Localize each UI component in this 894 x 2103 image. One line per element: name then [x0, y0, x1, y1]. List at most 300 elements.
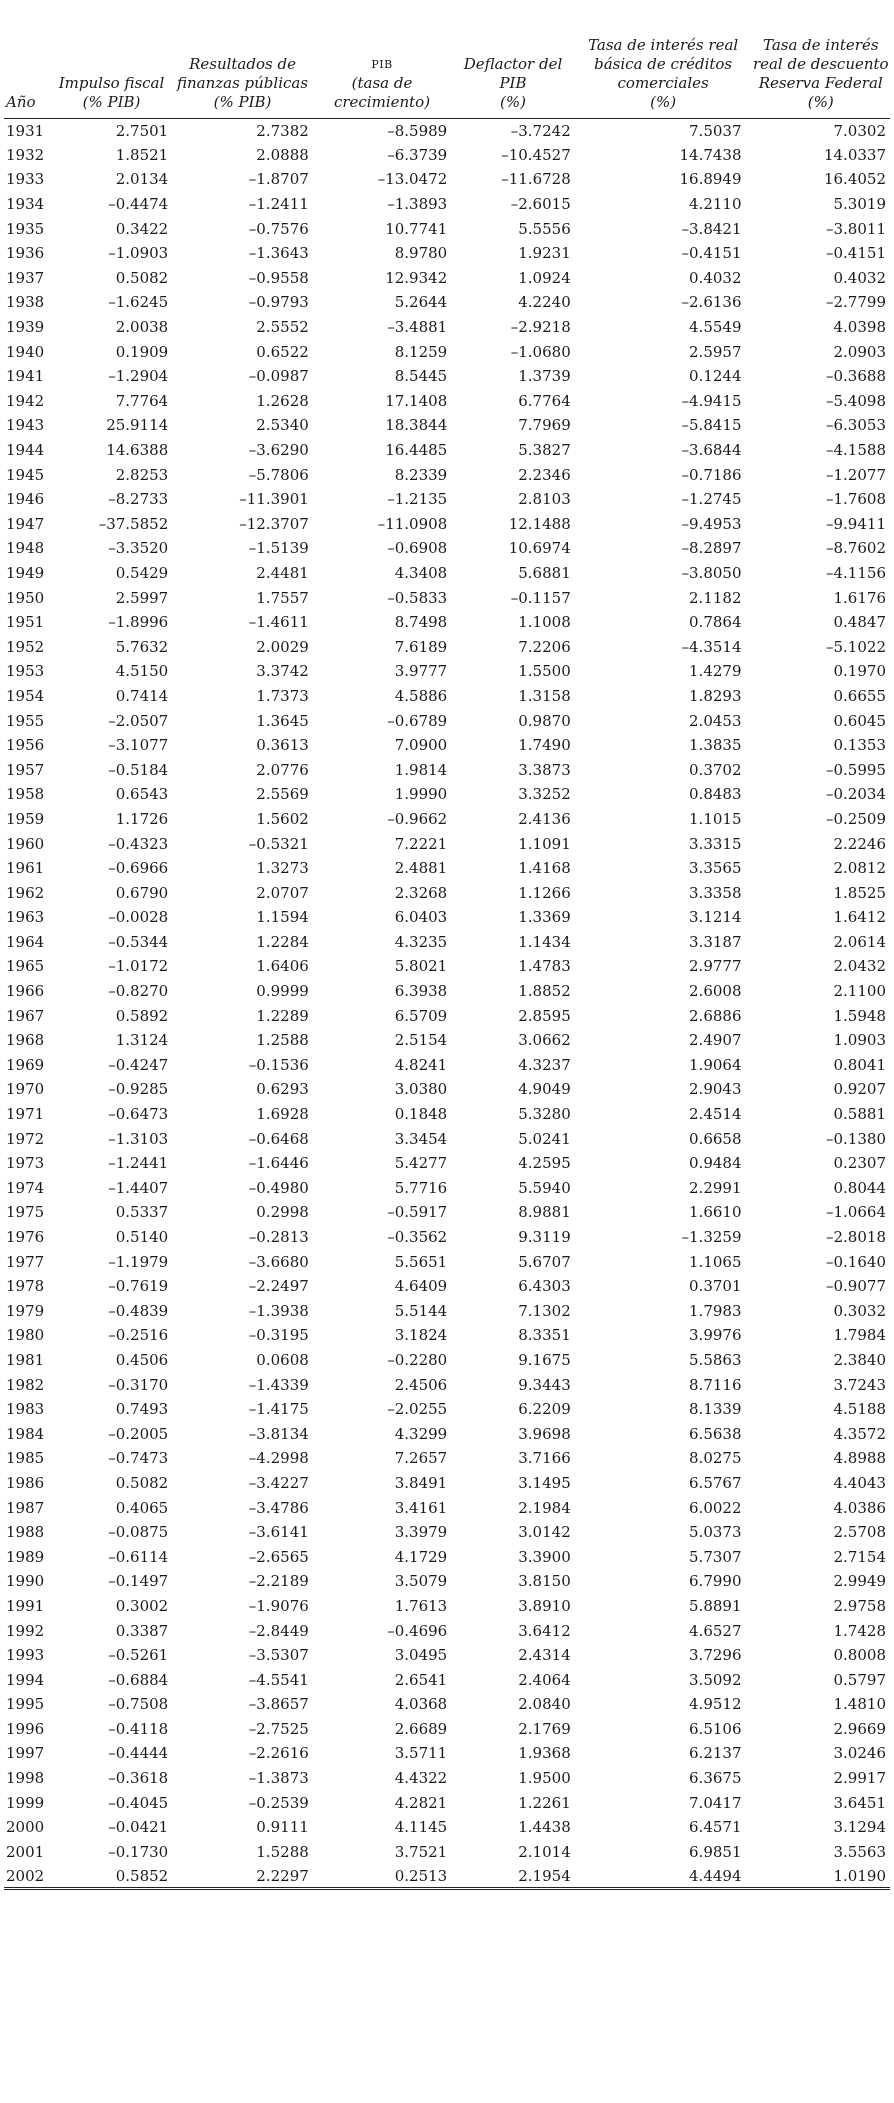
table-row [4, 1840, 890, 1865]
cell-fed-discount-rate: –0.3688 [826, 367, 886, 386]
cell-gdp-growth: 4.6409 [394, 1277, 448, 1296]
cell-fed-discount-rate: –6.3053 [826, 416, 886, 435]
cell-gdp-growth: 17.1408 [385, 391, 448, 410]
cell-year: 1972 [6, 1129, 45, 1148]
cell-year: 1949 [6, 563, 45, 582]
cell-fiscal-impulse: –1.0903 [108, 244, 169, 263]
table-row [4, 1225, 890, 1250]
table-row [4, 1618, 890, 1643]
cell-fiscal-impulse: –0.5344 [108, 932, 169, 951]
cell-gdp-deflator: 7.2206 [518, 637, 571, 656]
cell-year: 1999 [6, 1793, 45, 1812]
cell-fed-discount-rate: 2.9949 [833, 1572, 886, 1591]
cell-gdp-deflator: 9.3119 [518, 1228, 571, 1247]
cell-gdp-growth: 8.1259 [394, 342, 448, 361]
cell-fiscal-impulse: 0.6543 [115, 785, 169, 804]
cell-fed-discount-rate: 2.9917 [833, 1769, 886, 1788]
cell-gdp-deflator: –2.6015 [510, 195, 571, 214]
table-row [4, 315, 890, 340]
cell-gdp-deflator: 1.7490 [518, 736, 571, 755]
cell-commercial-rate: –1.3259 [681, 1228, 742, 1247]
table-row [4, 831, 890, 856]
cell-gdp-growth: –8.5989 [387, 121, 448, 140]
cell-public-finance: –1.3643 [248, 244, 309, 263]
table-row [4, 339, 890, 364]
table-row [4, 167, 890, 192]
cell-fiscal-impulse: 14.6388 [106, 441, 169, 460]
table-row [4, 118, 890, 143]
cell-public-finance: 2.0776 [256, 760, 309, 779]
cell-commercial-rate: 2.5957 [689, 342, 742, 361]
cell-public-finance: –2.2497 [248, 1277, 309, 1296]
cell-gdp-deflator: 8.3351 [518, 1326, 571, 1345]
cell-year: 1988 [6, 1523, 45, 1542]
cell-commercial-rate: 2.6886 [689, 1006, 742, 1025]
cell-commercial-rate: 8.1339 [689, 1400, 742, 1419]
cell-commercial-rate: 6.3675 [689, 1769, 742, 1788]
table-row [4, 1200, 890, 1225]
cell-fed-discount-rate: 5.3019 [833, 195, 886, 214]
cell-fed-discount-rate: –2.8018 [826, 1228, 886, 1247]
cell-year: 1952 [6, 637, 45, 656]
cell-gdp-growth: 4.8241 [394, 1055, 448, 1074]
table-row [4, 143, 890, 168]
cell-year: 1973 [6, 1154, 45, 1173]
table-row [4, 1864, 890, 1889]
cell-fiscal-impulse: –0.4839 [108, 1301, 169, 1320]
cell-year: 1933 [6, 170, 45, 189]
header-line: comerciales [617, 73, 709, 92]
cell-gdp-growth: –0.9662 [387, 809, 448, 828]
table-row [4, 659, 890, 684]
cell-gdp-growth: 4.1729 [394, 1547, 448, 1566]
cell-fed-discount-rate: 4.0398 [833, 318, 886, 337]
cell-gdp-growth: 5.8021 [394, 957, 448, 976]
cell-public-finance: –3.8657 [248, 1695, 309, 1714]
cell-public-finance: 0.9999 [256, 982, 309, 1001]
cell-fed-discount-rate: –0.1380 [826, 1129, 886, 1148]
cell-gdp-growth: 18.3844 [385, 416, 448, 435]
cell-fiscal-impulse: 0.3422 [115, 219, 169, 238]
cell-commercial-rate: 2.0453 [689, 711, 742, 730]
cell-fed-discount-rate: 2.2246 [833, 834, 886, 853]
cell-gdp-deflator: 3.0142 [518, 1523, 571, 1542]
cell-commercial-rate: 0.3701 [689, 1277, 742, 1296]
cell-public-finance: –0.4980 [248, 1178, 309, 1197]
cell-gdp-deflator: 3.8150 [518, 1572, 571, 1591]
table-row [4, 1544, 890, 1569]
cell-gdp-growth: 4.3235 [394, 932, 448, 951]
cell-public-finance: –2.2189 [248, 1572, 309, 1591]
cell-public-finance: 2.0029 [256, 637, 309, 656]
cell-gdp-growth: 3.0495 [394, 1646, 448, 1665]
cell-fed-discount-rate: 4.8988 [833, 1449, 886, 1468]
cell-year: 1974 [6, 1178, 45, 1197]
cell-year: 1962 [6, 883, 45, 902]
cell-gdp-growth: –1.2135 [387, 490, 448, 509]
cell-gdp-growth: 8.9780 [394, 244, 448, 263]
cell-fed-discount-rate: 0.5797 [833, 1670, 886, 1689]
cell-year: 1946 [6, 490, 45, 509]
cell-public-finance: –1.8707 [248, 170, 309, 189]
cell-year: 1995 [6, 1695, 45, 1714]
cell-year: 1963 [6, 908, 45, 927]
cell-public-finance: 0.9111 [256, 1818, 309, 1837]
cell-fed-discount-rate: 0.1970 [833, 662, 886, 681]
cell-fed-discount-rate: 1.5948 [833, 1006, 886, 1025]
cell-gdp-deflator: 5.5940 [518, 1178, 571, 1197]
cell-fiscal-impulse: –0.6966 [108, 859, 169, 878]
cell-fiscal-impulse: –1.2441 [108, 1154, 169, 1173]
cell-public-finance: 1.7373 [256, 686, 309, 705]
cell-commercial-rate: 7.0417 [689, 1793, 742, 1812]
cell-fed-discount-rate: 2.9758 [833, 1596, 886, 1615]
cell-year: 1990 [6, 1572, 45, 1591]
cell-gdp-deflator: 1.1266 [518, 883, 571, 902]
cell-gdp-growth: 3.9777 [394, 662, 448, 681]
cell-year: 1953 [6, 662, 45, 681]
cell-public-finance: –1.5139 [248, 539, 309, 558]
cell-gdp-deflator: 1.9368 [518, 1744, 571, 1763]
header-row [4, 10, 890, 118]
table-row [4, 241, 890, 266]
cell-fiscal-impulse: –37.5852 [98, 514, 169, 533]
cell-gdp-growth: 7.6189 [394, 637, 448, 656]
cell-gdp-growth: –0.5917 [387, 1203, 448, 1222]
cell-commercial-rate: –3.8421 [681, 219, 742, 238]
cell-public-finance: 1.6406 [256, 957, 309, 976]
cell-year: 1979 [6, 1301, 45, 1320]
cell-gdp-deflator: 1.3739 [518, 367, 571, 386]
cell-commercial-rate: –1.2745 [681, 490, 742, 509]
cell-gdp-deflator: 5.6881 [518, 563, 571, 582]
cell-public-finance: 0.6522 [256, 342, 309, 361]
cell-public-finance: –5.7806 [248, 465, 309, 484]
cell-fiscal-impulse: –0.8270 [108, 982, 169, 1001]
cell-year: 1937 [6, 268, 45, 287]
table-row [4, 561, 890, 586]
cell-year: 1957 [6, 760, 45, 779]
cell-fed-discount-rate: –5.4098 [826, 391, 886, 410]
cell-fiscal-impulse: 1.1726 [115, 809, 169, 828]
cell-gdp-growth: –6.3739 [387, 145, 448, 164]
cell-gdp-deflator: 4.2595 [518, 1154, 571, 1173]
cell-public-finance: –0.9558 [248, 268, 309, 287]
cell-year: 1955 [6, 711, 45, 730]
table-row [4, 1249, 890, 1274]
cell-fiscal-impulse: –1.3103 [108, 1129, 169, 1148]
cell-fed-discount-rate: 1.7428 [833, 1621, 886, 1640]
cell-gdp-growth: 7.0900 [394, 736, 448, 755]
cell-commercial-rate: 2.6008 [689, 982, 742, 1001]
cell-year: 1939 [6, 318, 45, 337]
header-commercial-rate [575, 10, 752, 118]
table-row [4, 1643, 890, 1668]
cell-fiscal-impulse: 0.6790 [115, 883, 169, 902]
cell-gdp-deflator: 1.2261 [518, 1793, 571, 1812]
cell-public-finance: 0.6293 [256, 1080, 309, 1099]
cell-year: 1951 [6, 613, 45, 632]
cell-fed-discount-rate: 2.0812 [833, 859, 886, 878]
cell-year: 1983 [6, 1400, 45, 1419]
cell-fed-discount-rate: 2.3840 [833, 1350, 886, 1369]
cell-gdp-deflator: 7.7969 [518, 416, 571, 435]
cell-year: 1960 [6, 834, 45, 853]
cell-fiscal-impulse: –0.4118 [108, 1719, 169, 1738]
cell-gdp-deflator: 2.8103 [518, 490, 571, 509]
cell-public-finance: –3.4227 [248, 1473, 309, 1492]
cell-commercial-rate: 3.7296 [689, 1646, 742, 1665]
cell-fed-discount-rate: –0.9077 [826, 1277, 886, 1296]
table-row [4, 192, 890, 217]
cell-gdp-growth: 1.9990 [394, 785, 448, 804]
cell-fed-discount-rate: 16.4052 [823, 170, 886, 189]
cell-fed-discount-rate: 1.8525 [833, 883, 886, 902]
cell-public-finance: –3.6141 [248, 1523, 309, 1542]
cell-gdp-deflator: 12.1488 [508, 514, 571, 533]
cell-fiscal-impulse: –0.9285 [108, 1080, 169, 1099]
cell-fed-discount-rate: 0.4847 [833, 613, 886, 632]
cell-public-finance: –0.9793 [248, 293, 309, 312]
cell-fiscal-impulse: –0.3170 [108, 1375, 169, 1394]
cell-fed-discount-rate: –0.1640 [826, 1252, 886, 1271]
table-row [4, 905, 890, 930]
cell-fed-discount-rate: 2.5708 [833, 1523, 886, 1542]
table-row [4, 930, 890, 955]
cell-gdp-growth: 8.7498 [394, 613, 448, 632]
cell-commercial-rate: 0.3702 [689, 760, 742, 779]
cell-gdp-deflator: 2.0840 [518, 1695, 571, 1714]
cell-fed-discount-rate: –0.5995 [826, 760, 886, 779]
header-line: real de descuento [752, 54, 889, 73]
cell-fed-discount-rate: 4.4043 [833, 1473, 886, 1492]
cell-gdp-growth: 3.3979 [394, 1523, 448, 1542]
cell-commercial-rate: 5.7307 [689, 1547, 742, 1566]
cell-gdp-deflator: 4.9049 [518, 1080, 571, 1099]
table-row [4, 684, 890, 709]
cell-fed-discount-rate: 2.9669 [833, 1719, 886, 1738]
cell-public-finance: –3.6680 [248, 1252, 309, 1271]
cell-commercial-rate: 4.2110 [689, 195, 742, 214]
cell-gdp-deflator: 1.0924 [518, 268, 571, 287]
cell-gdp-growth: 3.5711 [394, 1744, 448, 1763]
cell-fed-discount-rate: 0.8041 [833, 1055, 886, 1074]
cell-commercial-rate: 2.1182 [689, 588, 742, 607]
cell-year: 2001 [6, 1842, 45, 1861]
cell-year: 1936 [6, 244, 45, 263]
cell-fiscal-impulse: 0.3387 [115, 1621, 169, 1640]
cell-commercial-rate: 2.9777 [689, 957, 742, 976]
cell-gdp-deflator: 3.6412 [518, 1621, 571, 1640]
cell-fiscal-impulse: –0.4045 [108, 1793, 169, 1812]
cell-fiscal-impulse: –1.2904 [108, 367, 169, 386]
table-row [4, 1766, 890, 1791]
cell-gdp-growth: 4.0368 [394, 1695, 448, 1714]
cell-gdp-deflator: 1.4783 [518, 957, 571, 976]
cell-commercial-rate: –4.3514 [681, 637, 742, 656]
cell-gdp-deflator: 3.3252 [518, 785, 571, 804]
cell-fiscal-impulse: –0.0421 [108, 1818, 169, 1837]
cell-public-finance: –1.9076 [248, 1596, 309, 1615]
cell-commercial-rate: 1.3835 [689, 736, 742, 755]
cell-gdp-deflator: 3.0662 [518, 1031, 571, 1050]
cell-year: 1975 [6, 1203, 45, 1222]
cell-fiscal-impulse: 0.7493 [115, 1400, 169, 1419]
cell-gdp-deflator: 5.5556 [518, 219, 571, 238]
cell-gdp-growth: 5.4277 [394, 1154, 448, 1173]
cell-gdp-growth: –3.4881 [387, 318, 448, 337]
cell-gdp-deflator: 1.8852 [518, 982, 571, 1001]
cell-gdp-growth: 3.3454 [394, 1129, 448, 1148]
cell-gdp-growth: 0.2513 [313, 1864, 451, 1889]
cell-gdp-deflator: 2.1769 [518, 1719, 571, 1738]
cell-gdp-deflator: 4.2240 [518, 293, 571, 312]
cell-fiscal-impulse: 1.3124 [115, 1031, 169, 1050]
table-row [4, 807, 890, 832]
cell-gdp-growth: –2.0255 [387, 1400, 448, 1419]
table-row [4, 1003, 890, 1028]
cell-public-finance: 2.5552 [256, 318, 309, 337]
cell-public-finance: –1.4339 [248, 1375, 309, 1394]
cell-gdp-growth: 8.2339 [394, 465, 448, 484]
table-header [4, 10, 890, 118]
table-row [4, 1274, 890, 1299]
table-row [4, 438, 890, 463]
cell-fed-discount-rate: 2.0432 [833, 957, 886, 976]
cell-commercial-rate: 5.8891 [689, 1596, 742, 1615]
table-row [4, 1692, 890, 1717]
cell-commercial-rate: 1.1065 [689, 1252, 742, 1271]
cell-gdp-deflator: 9.3443 [518, 1375, 571, 1394]
cell-commercial-rate: 0.9484 [689, 1154, 742, 1173]
cell-gdp-growth: –1.3893 [387, 195, 448, 214]
cell-public-finance: –3.4786 [248, 1498, 309, 1517]
table-row [4, 880, 890, 905]
cell-gdp-growth: 8.5445 [394, 367, 448, 386]
cell-commercial-rate: –3.8050 [681, 563, 742, 582]
cell-commercial-rate: 6.2137 [689, 1744, 742, 1763]
cell-gdp-growth: 2.4881 [394, 859, 448, 878]
cell-fiscal-impulse: 0.5082 [115, 1473, 169, 1492]
cell-fed-discount-rate: 3.6451 [833, 1793, 886, 1812]
header-line: (% PIB) [82, 92, 141, 111]
cell-year: 1935 [6, 219, 45, 238]
cell-fiscal-impulse: 7.7764 [115, 391, 169, 410]
cell-gdp-deflator: 2.8595 [518, 1006, 571, 1025]
cell-fed-discount-rate: 2.0614 [833, 932, 886, 951]
cell-fed-discount-rate: –4.1156 [826, 563, 886, 582]
cell-fed-discount-rate: 3.1294 [833, 1818, 886, 1837]
cell-fed-discount-rate: –8.7602 [826, 539, 886, 558]
cell-fiscal-impulse: 0.5892 [115, 1006, 169, 1025]
cell-fed-discount-rate: –0.4151 [826, 244, 886, 263]
table-row [4, 1446, 890, 1471]
cell-fed-discount-rate: 2.7154 [833, 1547, 886, 1566]
cell-fed-discount-rate: 0.6045 [833, 711, 886, 730]
cell-public-finance: –11.3901 [239, 490, 309, 509]
cell-public-finance: –0.6468 [248, 1129, 309, 1148]
cell-public-finance: 1.7557 [256, 588, 309, 607]
cell-commercial-rate: 4.6527 [689, 1621, 742, 1640]
header-gdp-growth [313, 10, 451, 118]
cell-public-finance: 1.3273 [256, 859, 309, 878]
table-row [4, 856, 890, 881]
cell-public-finance: –1.4611 [248, 613, 309, 632]
table-row [4, 1569, 890, 1594]
table-row [4, 536, 890, 561]
cell-gdp-growth: 2.3268 [394, 883, 448, 902]
header-line: (%) [500, 92, 526, 111]
cell-fiscal-impulse: 2.5997 [115, 588, 169, 607]
cell-public-finance: 1.5288 [256, 1842, 309, 1861]
cell-gdp-deflator: 5.3280 [518, 1105, 571, 1124]
cell-year: 1961 [6, 859, 45, 878]
cell-fed-discount-rate: 2.0903 [833, 342, 886, 361]
table-row [4, 610, 890, 635]
cell-public-finance: 0.3613 [256, 736, 309, 755]
cell-gdp-growth: 7.2657 [394, 1449, 448, 1468]
cell-gdp-deflator: 9.1675 [518, 1350, 571, 1369]
cell-public-finance: 1.1594 [256, 908, 309, 927]
cell-commercial-rate: 0.8483 [689, 785, 742, 804]
cell-year: 1964 [6, 932, 45, 951]
cell-public-finance: –3.8134 [248, 1424, 309, 1443]
cell-public-finance: 2.4481 [256, 563, 309, 582]
table-row [4, 979, 890, 1004]
cell-public-finance: –0.2539 [248, 1793, 309, 1812]
cell-commercial-rate: 2.4907 [689, 1031, 742, 1050]
cell-commercial-rate: 3.1214 [689, 908, 742, 927]
cell-commercial-rate: 6.5767 [689, 1473, 742, 1492]
cell-public-finance: 2.2297 [172, 1864, 313, 1889]
cell-fiscal-impulse: 1.8521 [115, 145, 169, 164]
cell-gdp-deflator: –10.4527 [501, 145, 571, 164]
cell-gdp-deflator: 1.9500 [518, 1769, 571, 1788]
cell-public-finance: –1.3873 [248, 1769, 309, 1788]
cell-public-finance: 1.2588 [256, 1031, 309, 1050]
header-line: Tasa de interés real [588, 35, 739, 54]
cell-commercial-rate: 4.5549 [689, 318, 742, 337]
cell-gdp-deflator: 3.3873 [518, 760, 571, 779]
cell-year: 1996 [6, 1719, 45, 1738]
cell-commercial-rate: 0.7864 [689, 613, 742, 632]
cell-gdp-growth: 5.2644 [394, 293, 448, 312]
cell-public-finance: –0.0987 [248, 367, 309, 386]
table-row [4, 1176, 890, 1201]
cell-public-finance: 2.5569 [256, 785, 309, 804]
cell-gdp-growth: 2.5154 [394, 1031, 448, 1050]
cell-year: 1985 [6, 1449, 45, 1468]
cell-gdp-growth: 0.1848 [394, 1105, 448, 1124]
cell-year: 1958 [6, 785, 45, 804]
cell-year: 1947 [6, 514, 45, 533]
cell-fiscal-impulse: 2.8253 [115, 465, 169, 484]
cell-gdp-deflator: 1.1091 [518, 834, 571, 853]
header-line: finanzas públicas [176, 73, 309, 92]
cell-fed-discount-rate: –0.2509 [826, 809, 886, 828]
table-row [4, 1717, 890, 1742]
cell-fed-discount-rate: 0.2307 [833, 1154, 886, 1173]
cell-public-finance: –0.3195 [248, 1326, 309, 1345]
cell-gdp-deflator: 1.4438 [518, 1818, 571, 1837]
cell-fiscal-impulse: 4.5150 [115, 662, 169, 681]
cell-fed-discount-rate: –0.2034 [826, 785, 886, 804]
cell-fiscal-impulse: –8.2733 [108, 490, 169, 509]
cell-fiscal-impulse: 2.7501 [115, 121, 169, 140]
cell-public-finance: 2.0707 [256, 883, 309, 902]
cell-gdp-growth: 5.5144 [394, 1301, 448, 1320]
cell-fiscal-impulse: 0.5852 [51, 1864, 172, 1889]
